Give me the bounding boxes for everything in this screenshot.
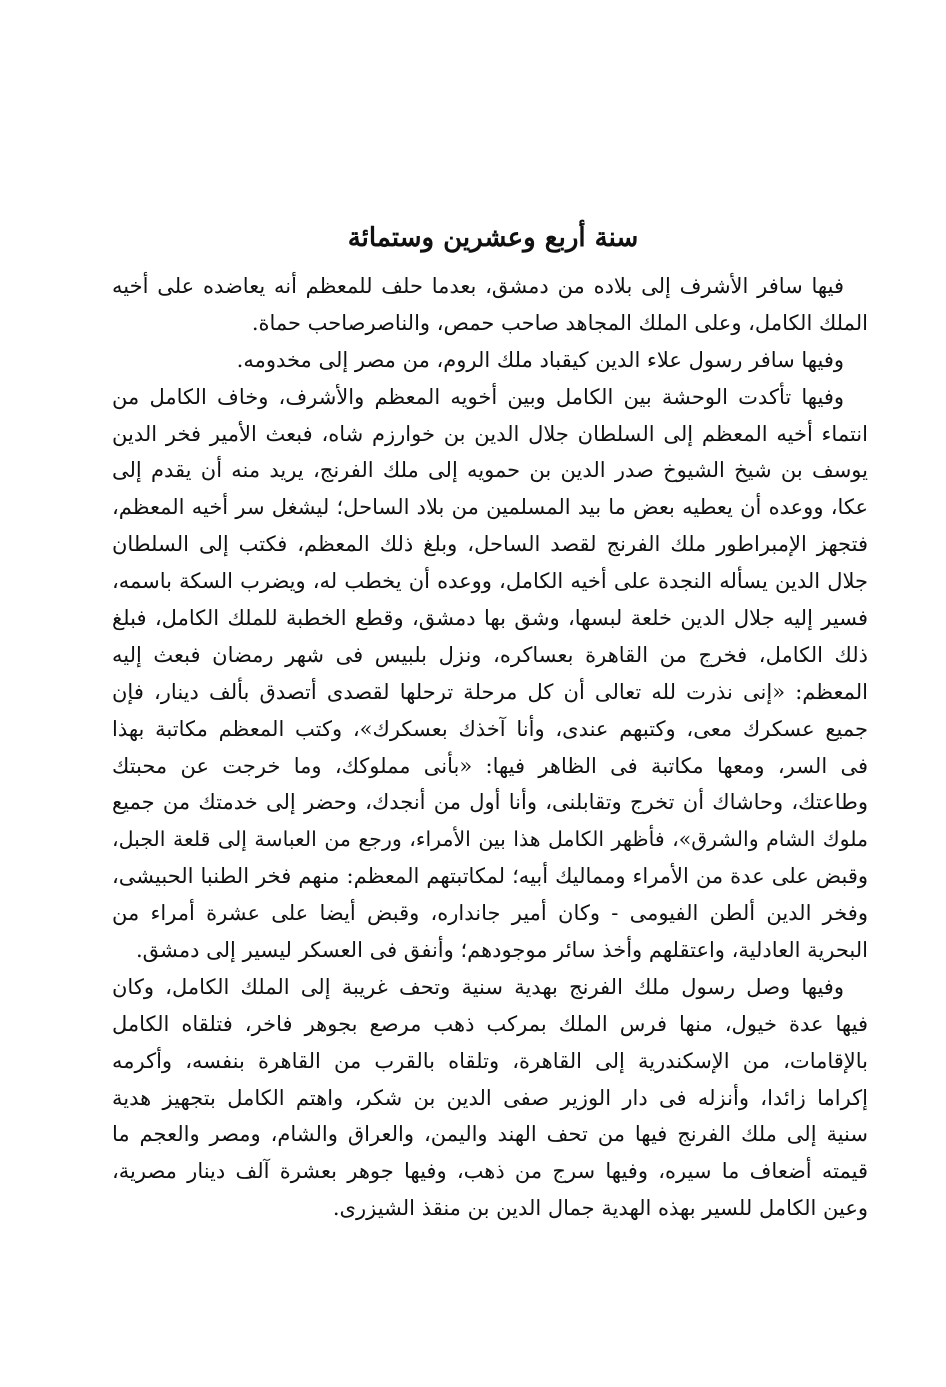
text-line: فى السر، ومعها مكاتبة فى الظاهر فيها: «بأنى مملوكك، وما خرجت عن محبتك (112, 753, 868, 778)
text-line: وفيها سافر رسول علاء الدين كيقباد ملك الروم، من مصر إلى مخدومه. (236, 347, 844, 372)
text-line: يوسف بن شيخ الشيوخ صدر الدين بن حمويه إلى ملك الفرنج، يريد منه أن يقدم إلى (112, 458, 868, 483)
text-line: فتجهز الإمبراطور ملك الفرنج لقصد الساحل، وبلغ ذلك المعظم، فكتب إلى السلطان (112, 532, 868, 557)
text-line: المعظم: «إنى نذرت لله تعالى أن كل مرحلة ترحلها لقصدى أتصدق بألف دينار، فإن (112, 679, 868, 704)
text-line: انتماء أخيه المعظم إلى السلطان جلال الدين بن خوارزم شاه، فبعث الأمير فخر الدين (112, 421, 868, 446)
text-line: البحرية العادلية، واعتقلهم وأخذ سائر موجودهم؛ وأنفق فى العسكر ليسير إلى دمشق. (135, 938, 868, 963)
text-line: وقبض على عدة من الأمراء ومماليك أبيه؛ لمكاتبتهم المعظم: منهم فخر الطنبا الحبيشى، (112, 864, 868, 889)
text-line: إكراما زائدا، وأنزله فى دار الوزير صفى الدين بن شكر، واهتم الكامل بتجهيز هدية (112, 1085, 868, 1110)
text-line: فيها عدة خيول، منها فرس الملك بمركب ذهب مرصع بجوهر فاخر، فتلقاه الكامل (112, 1011, 868, 1036)
text-line: قيمته أضعاف ما سيره، وفيها سرج من ذهب، وفيها جوهر بعشرة آلف دينار مصرية، (112, 1159, 868, 1184)
text-line: الملك الكامل، وعلى الملك المجاهد صاحب حمص، والناصرصاحب حماة. (251, 310, 868, 335)
text-line: جميع عسكرك معى، وكتبهم عندى، وأنا آخذك بعسكرك»، وكتب المعظم مكاتبة بهذا (112, 716, 868, 741)
text-line: ملوك الشام والشرق»، فأظهر الكامل هذا بين الأمراء، ورجع من العباسة إلى قلعة الجبل، (112, 827, 868, 852)
text-line: سنية إلى ملك الفرنج فيها من تحف الهند واليمن، والعراق والشام، ومصر والعجم ما (112, 1122, 868, 1147)
text-line: جلال الدين يسأله النجدة على أخيه الكامل، ووعده أن يخطب له، ويضرب السكة باسمه، (112, 569, 868, 594)
text-line: عكا، ووعده أن يعطيه بعض ما بيد المسلمين من بلاد الساحل؛ ليشغل سر أخيه المعظم، (112, 495, 868, 520)
text-line: بالإقامات، من الإسكندرية إلى القاهرة، وتلقاه بالقرب من القاهرة بنفسه، وأكرمه (112, 1048, 868, 1073)
text-line: فيها سافر الأشرف إلى بلاده من دمشق، بعدما حلف للمعظم أنه يعاضده على أخيه (112, 274, 844, 298)
text-line: وفيها تأكدت الوحشة بين الكامل وبين أخويه المعظم والأشرف، وخاف الكامل من (112, 384, 844, 409)
text-line: وفخر الدين ألطن الفيومى - وكان أمير جانداره، وقبض أيضا على عشرة أمراء من (112, 901, 868, 926)
text-line: وفيها وصل رسول ملك الفرنج بهدية سنية وتحف غريبة إلى الملك الكامل، وكان (112, 974, 844, 999)
section-title: سنة أربع وعشرين وستمائة (347, 223, 639, 253)
text-line: وطاعتك، وحاشاك أن تخرج وتقابلنى، وأنا أول من أنجدك، وحضر إلى خدمتك من جميع (112, 790, 868, 815)
text-line: ذلك الكامل، فخرج من القاهرة بعساكره، ونزل بلبيس فى شهر رمضان فبعث إليه (112, 642, 868, 667)
text-line: فسير إليه جلال الدين خلعة لبسها، وشق بها دمشق، وقطع الخطبة للملك الكامل، فبلغ (112, 606, 868, 631)
text-line: وعين الكامل للسير بهذه الهدية جمال الدين بن منقذ الشيزرى. (332, 1196, 868, 1221)
body-text (112, 268, 868, 1227)
